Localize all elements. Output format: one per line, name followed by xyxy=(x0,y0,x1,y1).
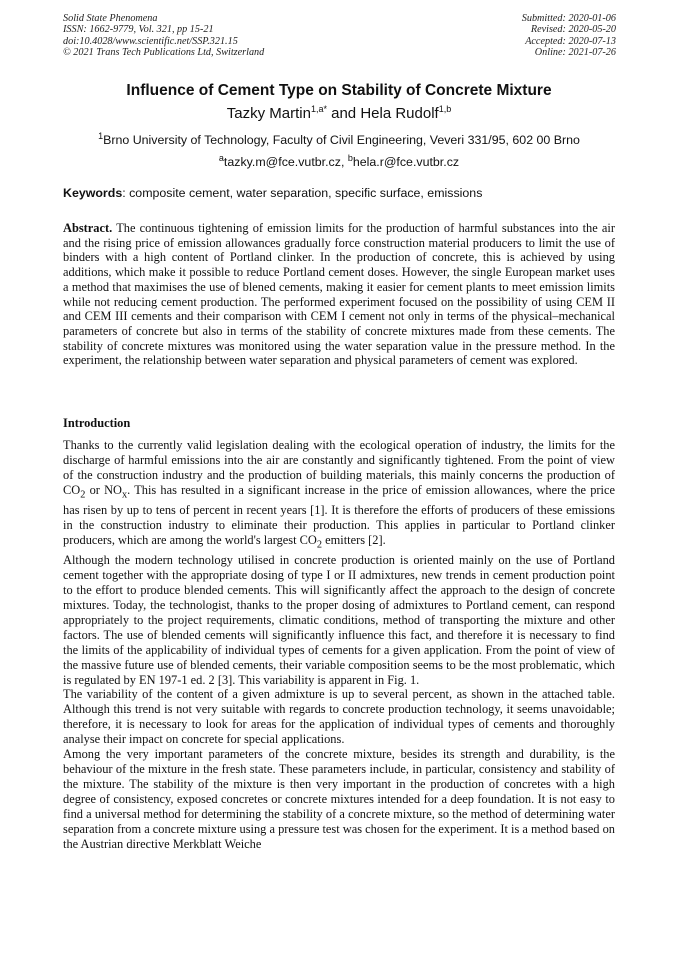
co2-subscript: 2 xyxy=(80,489,86,501)
author-1-affil: 1,a* xyxy=(310,104,327,114)
co2-subscript-2: 2 xyxy=(316,539,323,551)
author-1: Tazky Martin xyxy=(226,105,311,122)
nox-subscript: x xyxy=(121,489,128,501)
paper-title: Influence of Cement Type on Stability of Concrete Mixture xyxy=(126,82,552,99)
authors xyxy=(0,104,678,122)
keywords xyxy=(63,186,618,200)
author-2-affil: 1,b xyxy=(438,104,452,114)
publication-dates xyxy=(522,13,616,59)
email-b-sup: b xyxy=(347,153,353,163)
email-separator: , xyxy=(340,155,348,170)
journal-issn: ISSN: 1662-9779, Vol. 321, pp 15-21 xyxy=(63,24,214,36)
introduction-heading: Introduction xyxy=(63,416,131,430)
affiliation-text: Brno University of Technology, Faculty of Civil Engineering, Veveri 331/95, 602 00 Brno xyxy=(103,133,580,148)
keywords-label: Keywords xyxy=(63,186,123,200)
intro-paragraph-3: The variability of the content of a given admixture is up to several percent, as shown in the attached table. Although this trend is not very suitable with regards to concrete production technology, it seems unavoidable; therefore, it is necessary to look for areas for the application of individual types of cements and thoroughly analyse their impact on concrete for special applications. xyxy=(63,687,615,747)
abstract-label: Abstract. xyxy=(63,221,113,235)
date-accepted: Accepted: 2020-07-13 xyxy=(525,35,616,47)
date-submitted: Submitted: 2020-01-06 xyxy=(521,13,616,24)
p1-text-d: emitters [2]. xyxy=(322,532,386,547)
emails xyxy=(0,153,678,169)
p1-text-b: or NO xyxy=(85,482,122,497)
introduction-body xyxy=(63,438,615,851)
journal-copyright: © 2021 Trans Tech Publications Ltd, Switzerland xyxy=(63,47,265,59)
affiliation xyxy=(0,131,678,147)
intro-paragraph-2: Although the modern technology utilised in concrete production is oriented mainly on the use of Portland cement together with the appropriate dosing of type I or II admixtures, new trends in cement production point to the effort to produce blended cements. This will significantly affect the approach to the design of concrete mixtures. Today, the technologist, thanks to the proper dosing of admixtures to Portland cement, can respond appropriately to the project requirements, climatic conditions, method of transporting the mixture and other factors. The use of blended cements will significantly influence this fact, and therefore it is necessary to find the limits of the applicability of individual types of cements for a given application. From the point of view of the massive future use of blended cements, their variable composition seems to be the most problematic, which is regulated by EN 197-1 ed. 2 [3]. This variability is apparent in Fig. 1. xyxy=(63,553,615,687)
email-b[interactable]: hela.r@fce.vutbr.cz xyxy=(352,155,460,170)
journal-doi: doi:10.4028/www.scientific.net/SSP.321.15 xyxy=(63,35,238,47)
intro-paragraph-4: Among the very important parameters of the concrete mixture, besides its strength and durability, is the behaviour of the mixture in the fresh state. These parameters include, in particular, consistency and stability of the mixture. The stability of the mixture is then very important in the production of concretes with a high degree of consistency, exposed concretes or concrete mixtures intended for a deep foundation. It is not easy to find a universal method for determining the stability of a concrete mixture, so the method of determining water separation from a concrete mixture using a pressure test was chosen for the experiment. It is a method based on the Austrian directive Merkblatt Weiche xyxy=(63,747,615,851)
date-online: Online: 2021-07-26 xyxy=(534,47,616,59)
affiliation-sup: 1 xyxy=(98,131,104,141)
p1-text-c: . This has resulted in a significant increase in the price of emission allowances, where the price has risen by up to tens of percent in recent years [1]. It is therefore the efforts of producers of these emissions in the construction industry to eliminate their production. This applies in particular to Portland clinker producers, which are among the world's largest CO xyxy=(63,482,615,547)
abstract xyxy=(63,221,615,368)
journal-name: Solid State Phenomena xyxy=(63,13,158,24)
email-a[interactable]: tazky.m@fce.vutbr.cz xyxy=(223,155,341,170)
keywords-text: : composite cement, water separation, specific surface, emissions xyxy=(122,186,483,200)
author-2: Hela Rudolf xyxy=(360,105,439,122)
journal-info xyxy=(63,13,264,59)
p1-text-a: Thanks to the currently valid legislation dealing with the ecological operation of industry, the limits for the discharge of harmful emissions into the air are constantly and significantly tightened. From the point of view of the construction industry and the production of building materials, this mainly concerns the production of CO xyxy=(63,438,615,497)
authors-and: and xyxy=(326,105,361,122)
email-a-sup: a xyxy=(218,153,224,163)
date-revised: Revised: 2020-05-20 xyxy=(530,24,616,36)
abstract-text: The continuous tightening of emission limits for the production of harmful substances into the air and the rising price of emission allowances gradually force construction material producers to limit the use of binders with a high content of Portland clinker. In the production of concrete, this is achieved by using additions, which make it possible to reduce Portland cement doses. However, the single European market uses a method that maximises the use of blened cements, making it easier for cement plants to meet emission limits while not reducing cement production. The performed experiment focused on the possibility of using CEM II and CEM III cements and their comparison with CEM I cement not only in terms of the physical–mechanical parameters of concrete but also in terms of the stability of concrete mixtures made from these cements. The stability of concrete mixtures was monitored using the water separation value in the pressure method. In the experiment, the relationship between water separation and physical parameters of cement was explored. xyxy=(63,221,615,368)
intro-paragraph-1 xyxy=(63,438,615,553)
